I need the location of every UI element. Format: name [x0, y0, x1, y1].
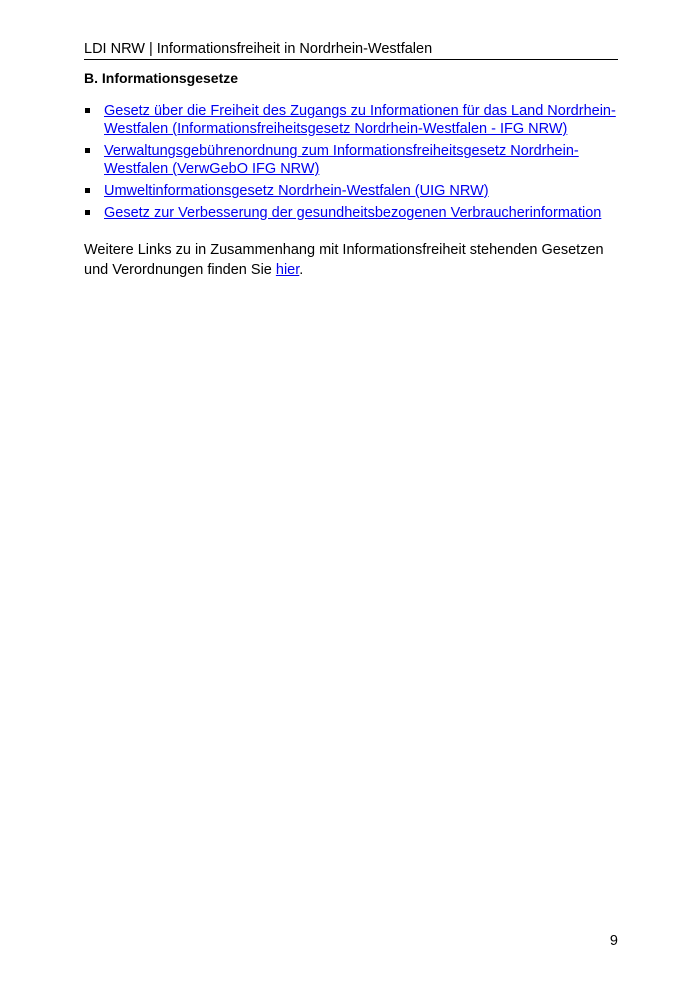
square-bullet-icon	[85, 188, 90, 193]
header-title: LDI NRW | Informationsfreiheit in Nordrhein-Westfalen	[84, 41, 433, 57]
law-link-list	[84, 102, 624, 226]
link-verwgebo-ifg-nrw[interactable]: Verwaltungsgebührenordnung zum Informationsfreiheitsgesetz Nordrhein-Westfalen (VerwGebO IFG NRW)	[104, 143, 579, 177]
link-ifg-nrw[interactable]: Gesetz über die Freiheit des Zugangs zu Informationen für das Land Nordrhein-Westfalen (Informationsfreiheitsgesetz Nordrhein-Westfalen - IFG NRW)	[104, 103, 616, 137]
further-links-paragraph	[84, 240, 624, 280]
list-item	[84, 142, 624, 178]
link-uig-nrw[interactable]: Umweltinformationsgesetz Nordrhein-Westfalen (UIG NRW)	[104, 183, 489, 199]
square-bullet-icon	[85, 148, 90, 153]
page-number: 9	[609, 933, 618, 949]
square-bullet-icon	[85, 210, 90, 215]
list-item	[84, 102, 624, 138]
list-item	[84, 182, 624, 200]
square-bullet-icon	[85, 108, 90, 113]
page-header	[84, 40, 618, 60]
list-item	[84, 204, 624, 222]
paragraph-suffix: .	[299, 262, 304, 278]
link-hier[interactable]: hier	[275, 262, 300, 278]
paragraph-text: Weitere Links zu in Zusammenhang mit Informationsfreiheit stehenden Gesetzen und Verordnungen finden Sie	[84, 242, 604, 278]
link-verbraucherinformation[interactable]: Gesetz zur Verbesserung der gesundheitsbezogenen Verbraucherinformation	[104, 205, 602, 221]
section-heading: B. Informationsgesetze	[84, 70, 239, 86]
